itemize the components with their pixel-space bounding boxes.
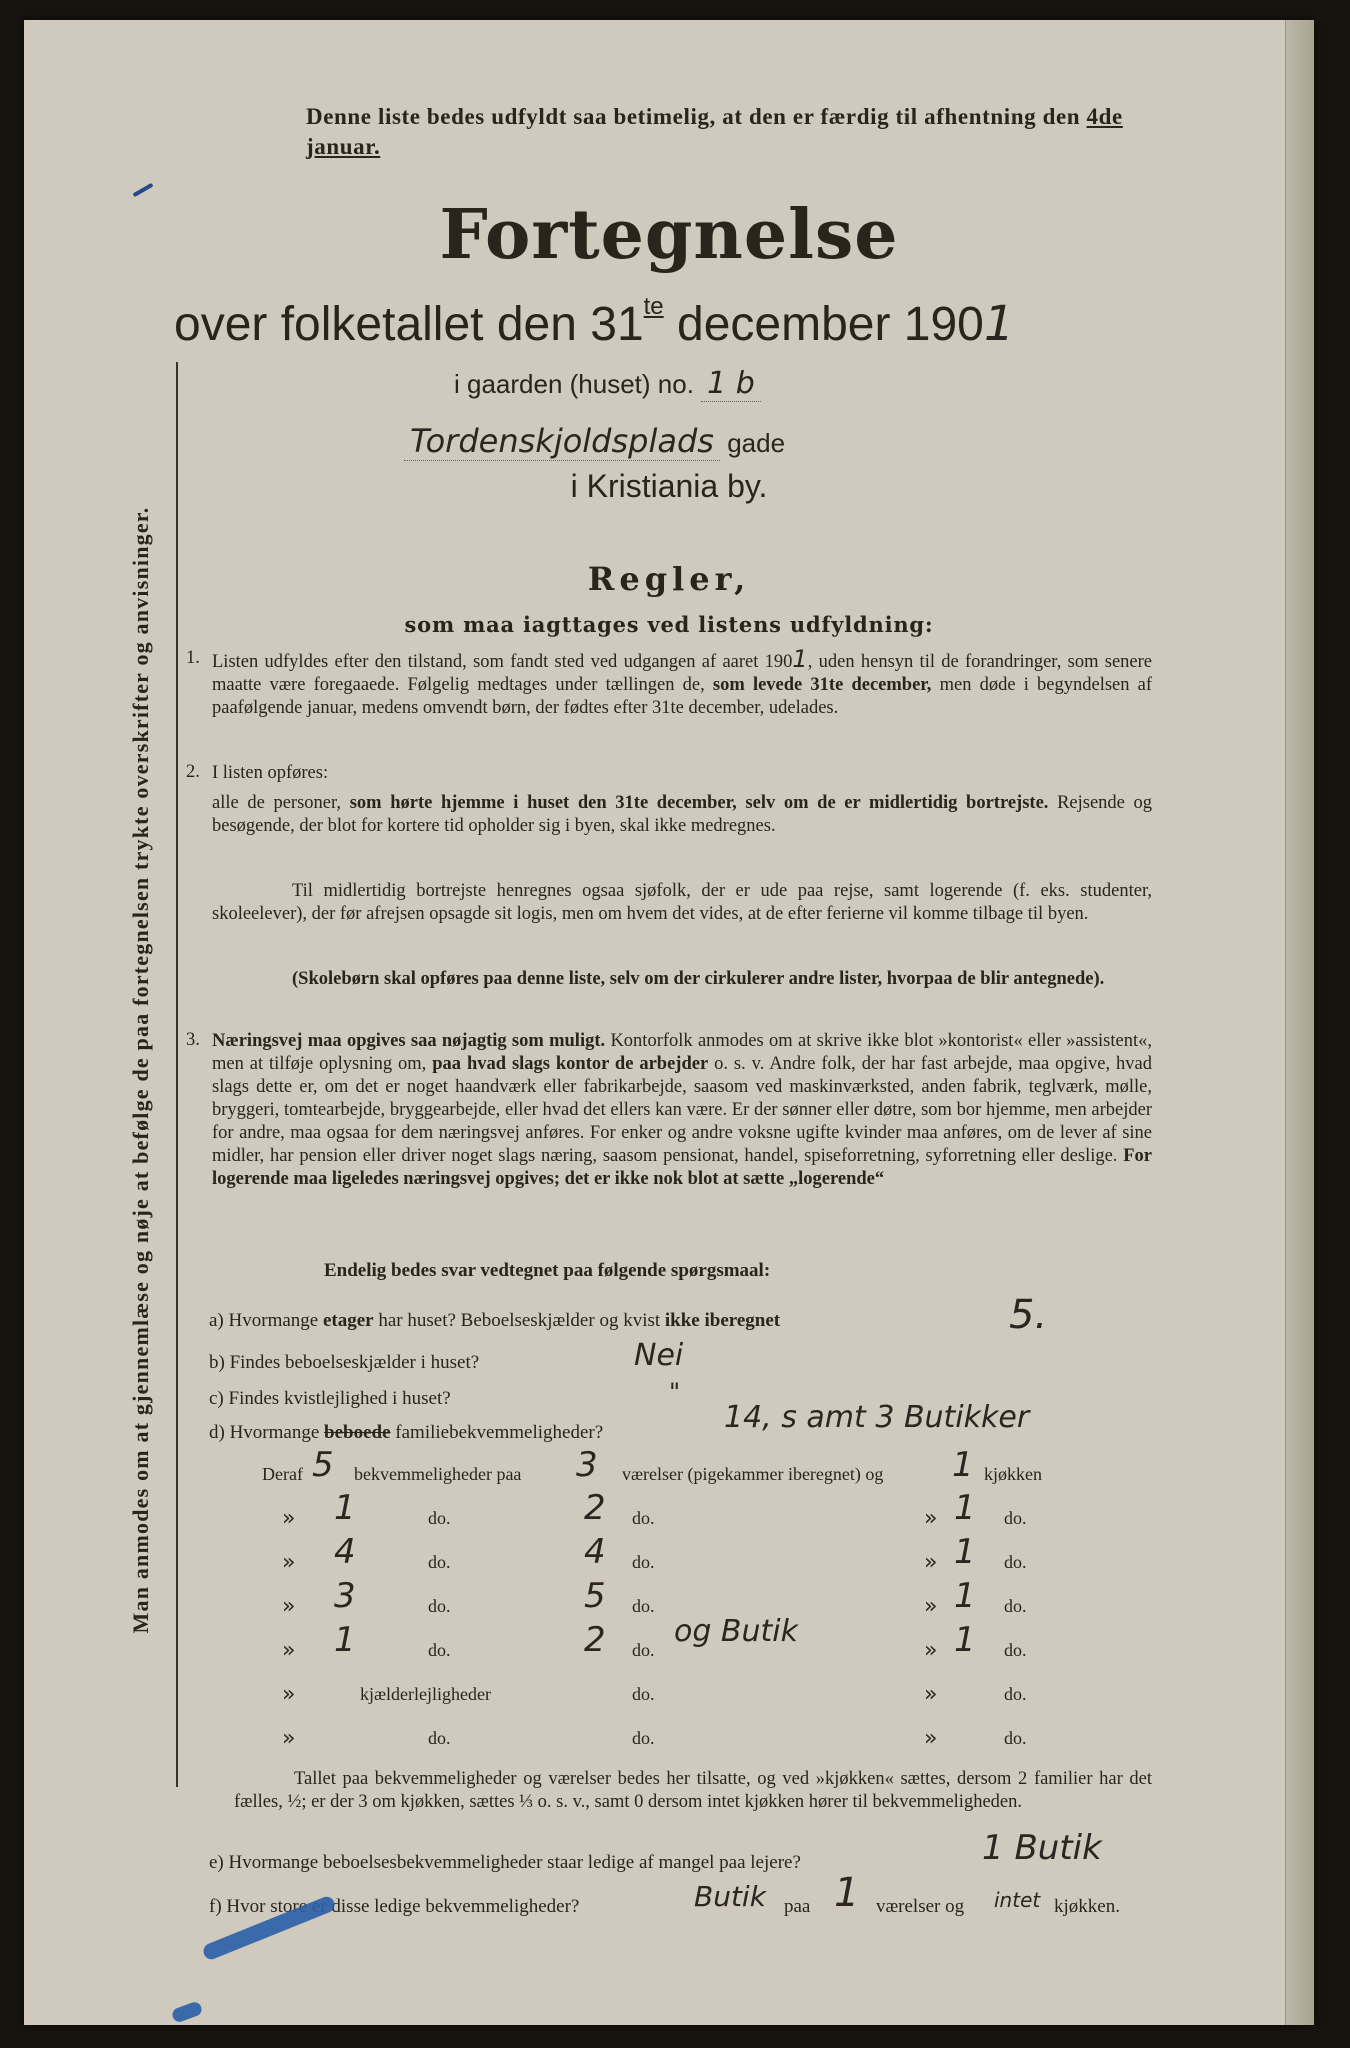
census-form-sheet [24,20,1314,2025]
row-5-count: 1 [334,1620,356,1660]
row-2-kitchen: 1 [954,1488,976,1528]
rule-3-bold-1: Næringsvej maa opgives saa nøjagtig som muligt. [212,1031,606,1051]
table-footnote: Tallet paa bekvemmeligheder og værelser bedes her tilsatte, og ved »kjøkken« sættes, dersom 2 familier har det fælles, ½; er der 3 om kjøkken, sættes ⅓ o. s. v., samt 0 dersom intet kjøkken hører til bekvemmeligheden. [234,1769,1152,1812]
rule-3-number: 3. [186,1030,200,1050]
row-4-rooms: 5 [584,1576,606,1616]
row-7-quote: » [282,1726,296,1751]
question-f-label: f) [209,1896,222,1917]
question-f-vaer: værelser og [876,1896,965,1917]
row-6-quote: » [282,1682,296,1707]
rule-1-year-fill: 1 [792,645,808,673]
question-d-pre: Hvormange [229,1422,320,1443]
row-2-count: 1 [334,1488,356,1528]
row-6-do-3: do. [1004,1684,1027,1704]
question-c [209,1388,451,1410]
rule-3-text [212,1030,1152,1191]
header-note-text: Denne liste bedes udfyldt saa betimelig, at den er færdig til afhentning den [306,104,1081,129]
rules-title: Regler, [587,560,751,598]
row-4-do-1: do. [428,1596,451,1616]
rule-1-part-b: , uden hensyn til de forandringer, som senere maatte være foregaaede. Følgelig medtages under tællingen de, [212,652,1153,695]
row-4-do-3: do. [1004,1596,1027,1616]
subtitle-year-fill: 1 [983,296,1015,352]
row-3-do-1: do. [428,1552,451,1572]
question-f-paa: paa [784,1896,811,1917]
answer-b: Nei [634,1338,684,1373]
rule-1-part-a: Listen udfyldes efter den tilstand, som fandt sted ved udgangen af aaret 190 [212,652,793,672]
answer-c: " [669,1378,681,1406]
kjokken-label: kjøkken [984,1464,1042,1484]
question-e-label: e) [209,1852,224,1873]
row-2-rooms: 2 [584,1488,606,1528]
row-3-quote-2: » [924,1550,938,1575]
house-number-field: 1 b [701,366,761,402]
answer-d: 14, s amt 3 Butikker [724,1400,1030,1435]
row-3-count: 4 [334,1532,356,1572]
row-5-kitchen: 1 [954,1620,976,1660]
rule-1-number: 1. [186,648,200,668]
rule-2-paragraph-3: (Skolebørn skal opføres paa denne liste, selv om der cirkulerer andre lister, hvorpaa de blir antegnede). [292,969,1105,989]
answer-f-rooms: 1 [834,1870,860,1916]
ink-smudge-small [171,2000,204,2023]
form-title: Fortegnelse [439,195,899,275]
answer-e: 1 Butik [982,1828,1102,1868]
row-4-count: 3 [334,1576,356,1616]
question-d-post: familiebekvemmeligheder? [395,1422,604,1443]
question-d [209,1422,603,1444]
question-e-text: Hvormange beboelsesbekvemmeligheder staar ledige af mangel paa lejere? [228,1852,801,1873]
row-5-do-3: do. [1004,1640,1027,1660]
rule-3-bold-2: paa hvad slags kontor de arbejder [432,1054,709,1074]
city-line: i Kristiania by. [570,468,768,504]
question-a-mid: har huset? Beboelseskjælder og kvist [378,1310,661,1331]
row-2-quote-2: » [924,1506,938,1531]
bekv-label: bekvemmeligheder paa [354,1464,522,1484]
rule-2-part-b: Rejsende og besøgende, der blot for kortere tid opholder sig i byen, skal ikke medregnes. [212,793,1153,836]
row-1-kitchen: 1 [952,1445,974,1485]
row-7-do-1: do. [428,1728,451,1748]
rules-subtitle: som maa iagttages ved listens udfyldning: [404,612,934,637]
rule-3-part-a: Kontorfolk anmodes om at skrive ikke blot »kontorist« eller »assistent«, men at tilføje oplysning om, [212,1031,1152,1074]
row-4-kitchen: 1 [954,1576,976,1616]
row-5-note: og Butik [674,1614,798,1649]
subtitle-suffix: december 190 [663,298,984,351]
rule-2-number: 2. [186,762,200,782]
row-3-quote: » [282,1550,296,1575]
question-b-label: b) [209,1352,225,1373]
kjaelder-label: kjælderlejligheder [360,1684,491,1704]
subtitle-prefix: over folketallet den 31 [174,298,644,351]
row-2-do-1: do. [428,1508,451,1528]
side-instruction-note: Man anmodes om at gjennemlæse og nøje at befølge de paa fortegnelsen trykte overskrifter og anvisninger. [128,506,153,1634]
rule-2-bold: som hørte hjemme i huset den 31te december, selv om de er midlertidig bortrejste. [349,793,1049,813]
row-7-do-3: do. [1004,1728,1027,1748]
subtitle-sup: te [643,293,664,320]
question-b [209,1352,479,1374]
street-suffix: gade [727,428,786,458]
row-4-quote: » [282,1594,296,1619]
questions-intro: Endelig bedes svar vedtegnet paa følgende spørgsmaal: [324,1260,771,1281]
rule-1-bold: som levede 31te december, [712,675,932,695]
row-3-kitchen: 1 [954,1532,976,1572]
row-7-quote-2: » [924,1726,938,1751]
house-label: i gaarden (huset) no. [454,369,694,399]
question-f-kjokken: kjøkken. [1054,1896,1120,1917]
rule-2-part-a: alle de personer, [212,793,342,813]
question-a-pre: Hvormange [228,1310,319,1331]
row-6-do-2: do. [632,1684,655,1704]
page-edge [1285,20,1314,2025]
row-5-quote-2: » [924,1638,938,1663]
row-4-do-2: do. [632,1596,655,1616]
row-6-quote-2: » [924,1682,938,1707]
rule-1-text [212,645,1153,720]
row-2-quote: » [282,1506,296,1531]
row-5-do-2: do. [632,1640,655,1660]
row-2-do-2: do. [632,1508,655,1528]
row-2-do-3: do. [1004,1508,1027,1528]
question-f [209,1896,579,1918]
answer-f-kitchen: intet [994,1888,1041,1912]
rule-3-bold-3: For logerende maa ligeledes næringsvej opgives; det er ikke nok blot at sætte „logerende“ [212,1146,1152,1189]
vaer-label: værelser (pigekammer iberegnet) og [622,1464,884,1484]
rule-3-part-b: o. s. v. Andre folk, der har fast arbejde, maa opgive, hvad slags dette er, om det er noget haandværk eller fabrikarbejde, saasom ved maskinværksted, anden fabrik, teglværk, mølle, bryggeri, tomtearbejde, bryggearbejde, eller hvad det ellers kan være. Er der sønner eller døtre, som bor hjemme, men arbejder for andre, maa ogsaa for dem næringsvej anføres. For enker og andre voksne ugifte kvinder maa anføres, om de lever af sine midler, har pension eller driver noget slags næring, saasom pensionat, handel, spiseforretning, syforretning eller deslige. [212,1054,1152,1166]
row-3-rooms: 4 [584,1532,606,1572]
question-b-text: Findes beboelseskjælder i huset? [229,1352,480,1373]
row-7-do-2: do. [632,1728,655,1748]
row-5-quote: » [282,1638,296,1663]
row-4-quote-2: » [924,1594,938,1619]
row-1-count: 5 [312,1445,334,1485]
question-e [209,1852,801,1874]
question-c-text: Findes kvistlejlighed i huset? [228,1388,451,1409]
header-note-deadline: 4de januar. [306,104,1123,159]
house-line [454,366,761,401]
street-line [404,422,785,460]
row-1-rooms: 3 [576,1445,598,1485]
question-d-bold: beboede [324,1422,391,1443]
answer-a: 5. [1009,1292,1048,1338]
rule-1-part-c: men døde i begyndelsen af paafølgende januar, medens omvendt børn, der fødtes efter 31te december, udelades. [212,675,1153,718]
rule-2-paragraph-2: Til midlertidig bortrejste henregnes ogsaa sjøfolk, der er ude paa rejse, samt logerende (f. eks. studenter, skoleelever), der før afrejsen opsagde sit logis, men om hvem det vides, at de efter ferierne vil komme tilbage til byen. [212,881,1152,924]
question-c-label: c) [209,1388,224,1409]
question-a-label: a) [209,1310,224,1331]
street-name-field: Tordenskjoldsplads [404,422,720,461]
deraf-label: Deraf [262,1464,303,1484]
question-a-bold-2: ikke iberegnet [664,1310,781,1331]
question-f-text: Hvor store er disse ledige bekvemmeligheder? [226,1896,580,1917]
row-3-do-2: do. [632,1552,655,1572]
header-note [306,102,1166,162]
form-subtitle [174,293,1014,352]
rule-2-text [212,792,1152,838]
row-5-rooms: 2 [584,1620,606,1660]
rule-2-heading: I listen opføres: [212,763,329,783]
row-3-do-3: do. [1004,1552,1027,1572]
row-5-do-1: do. [428,1640,451,1660]
question-a [209,1310,780,1332]
question-d-label: d) [209,1422,225,1443]
question-a-bold-1: etager [322,1310,374,1331]
answer-f-size: Butik [694,1880,766,1913]
